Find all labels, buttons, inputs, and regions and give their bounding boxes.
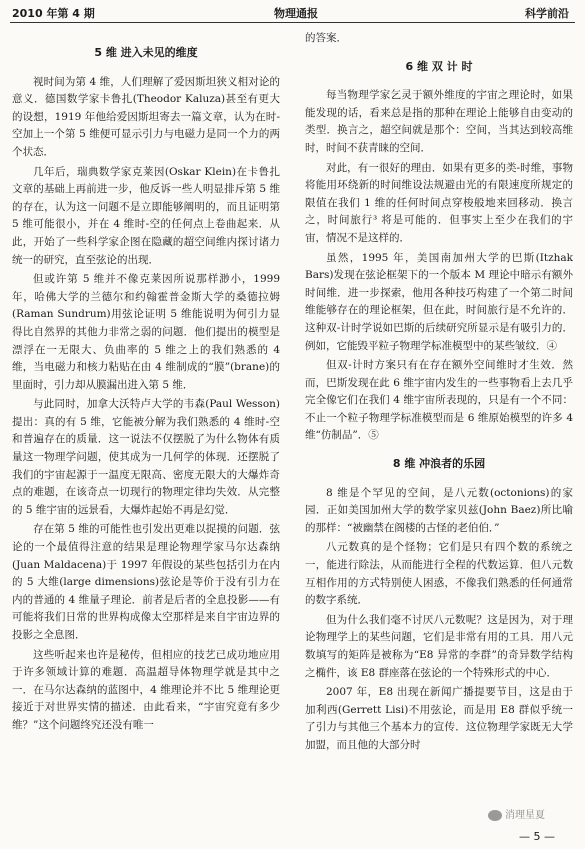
paragraph: 这些听起来也许是秘传，但相应的技艺已成功地应用于许多领域计算的难题．高温超导体物理学就是其中之一．在马尔达森纳的蓝图中，4 维理论并不比 5 维理论更接近于对世界实情的描述．由此看来，“宇宙究竟有多少维？”这个问题终究还没有唯一 (12, 648, 280, 731)
section-title-6d: 6 维 双 计 时 (405, 59, 473, 73)
paragraph: 与此同时，加拿大沃特卢大学的韦森(Paul Wesson)提出：真的有 5 维，它能被分解为我们熟悉的 4 维时-空和普遍存在的质量．这一说法不仅摆脱了为什么物体有质量这一物理学问题，使其成为一几何学的体现．还摆脱了我们的宇宙起源于一温度无限高、密度无限大的大爆炸奇点的难题，在该奇点一切现行的物理定律均失效．从完整的 5 维宇宙的远景看，大爆炸起始不再是幻觉． (12, 398, 280, 516)
paragraph: 对此，有一很好的理由．如果有更多的类-时维，事物将能用环绕新的时间维设法规避由光的有限速度所规定的限值在我们 1 维的任何时间点穿梭般地来回移动．换言之，时间旅行³ 将是可能的．但事实上至少在我们的宇宙，情况不是这样的． (305, 161, 573, 244)
watermark (488, 806, 545, 821)
paragraph: 存在第 5 维的可能性也引发出更难以捉摸的问题．弦论的一个最值得注意的结果是理论物理学家马尔达森纳(Juan Maldacena)于 1997 年假设的某些包括引力在内的 5 大维(large dimensions)弦论是等价于没有引力在内的普通的 4 维量子理论．前者是后者的全息投影——有可能将我们日常的世界构成像太空那样是来自宇宙边界的投影之全息图． (12, 523, 280, 641)
paragraph: 但双-计时方案只有在存在额外空间维时才生效．然而，巴斯发现在此 6 维宇宙内发生的一些事物看上去几乎完全像它们在我们 4 维宇宙所表现的，只是有一个不同：不止一个粒子物理学标准模型而是 6 维原始模型的许多 4 维“仿制品”．⑤ (305, 359, 573, 442)
paragraph: 2007 年，E8 出现在新闻广播提要节目，这是由于加利西(Gerrett Lisi)不用弦论，而是用 E8 群似乎统一了引力与其他三个基本力的宣传．这位物理学家既无大学加盟，而且他的大部分时 (305, 686, 573, 751)
paragraph: 虽然，1995 年，美国南加州大学的巴斯(Itzhak Bars)发现在弦论框架下的一个版本 M 理论中暗示有额外时间维．进一步探索，他用各种技巧构建了一个第二时间维能够存在的理论框架，但在此，时间旅行是不允许的．这种双-计时学说如巴斯的后续研究所显示是有吸引力的．例如，它能毁平粒子物理学标准模型中的某些皱纹．④ (305, 251, 573, 352)
page-number: — 5 — (519, 830, 555, 843)
wechat-icon (488, 810, 502, 821)
section-title-5d: 5 维 进入未见的维度 (94, 46, 198, 59)
journal-title: 物理通报 (274, 7, 318, 20)
paragraph: 但或许第 5 维并不像克莱因所说那样渺小，1999 年，哈佛大学的兰德尔和约翰霍普金斯大学的桑德拉姆(Raman Sundrum)用弦论证明 5 维能说明为何引力显得比自然界的其他力非常之弱的问题．他们提出的模型是漂浮在一无限大、负曲率的 5 维之上的我们熟悉的 4 维，当电磁力和核力粘贴在由 4 维制成的“膜”(brane)的里面时，引力却从膜漏出进入第 5 维． (12, 273, 280, 391)
left-column (12, 30, 280, 820)
page-footer (0, 826, 585, 846)
issue-label: 2010 年第 4 期 (12, 7, 95, 20)
column-label: 科学前沿 (525, 7, 569, 20)
section-title-8d: 8 维 冲浪者的乐园 (392, 457, 486, 471)
paragraph: 每当物理学家乞灵于额外维度的宇宙之理论时，如果能发现的话，看来总是指的那种在理论上能够自由变动的类型．换言之，超空间就是那个：空间，当其达到较高维时，时间不获青睐的空间． (305, 89, 573, 154)
paragraph: 八元数真的是个怪物；它们是只有四个数的系统之一，能进行除法，从而能进行全程的代数运算．但八元数互相作用的方式特别使人困惑，不像我们熟悉的任何通常的数字系统． (305, 541, 573, 607)
paragraph: 几年后，瑞典数学家克莱因(Oskar Klein)在卡鲁扎文章的基础上再前进一步，他反诉一些人明显排斥第 5 维的存在，认为这一问题不是立即能够阐明的，而且证明第 5 维可能很小，并在 4 维时-空的任何点上卷曲起来．从此，开始了一些科学家企图在隐藏的超空间维内探讨诸力统一的研究，直至弦论的出现． (12, 165, 280, 266)
watermark-text: 消理星夏 (505, 810, 545, 821)
paragraph: 但为什么我们毫不讨厌八元数呢？这是因为，对于理论物理学上的某些问题，它们是非常有用的工具．用八元数填写的矩阵是被称为“E8 异常的李群”的奇异数学结构之椭件，该 E8 群座落在弦论的一个特殊形式的中心． (305, 613, 573, 679)
header-divider (10, 22, 575, 23)
paragraph: 8 维是个罕见的空间，是八元数(octonions)的家园．正如美国加州大学的数学家贝兹(John Baez)所比喻的那样：“被幽禁在阁楼的古怪的老伯伯．” (305, 486, 573, 534)
paragraph-continuation: 的答案． (305, 32, 347, 44)
page-header (0, 0, 585, 24)
paragraph: 视时间为第 4 维，人们理解了爱因斯坦狭义相对论的意义．德国数学家卡鲁扎(Theodor Kaluza)甚至有更大的设想，1919 年他给爱因斯坦寄去一篇文章，认为在时-空加上一个第 5 维便可显示引力与电磁力是同一个力的两个状态． (12, 75, 280, 158)
right-column (305, 30, 573, 820)
